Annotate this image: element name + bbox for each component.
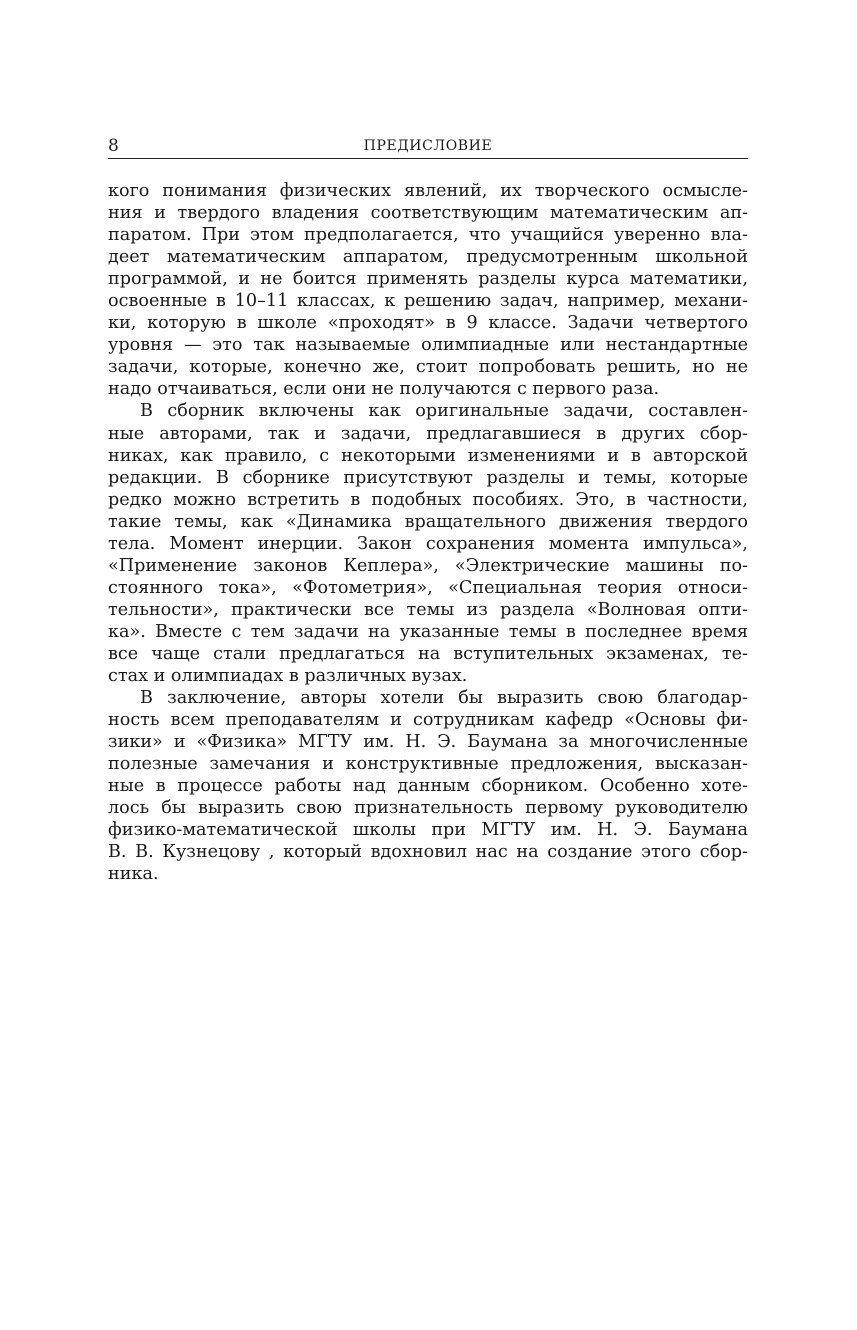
text-line: В. В. Кузнецову , который вдохновил нас на создание этого сбор-: [108, 842, 748, 863]
text-line: стоянного тока», «Фотометрия», «Специальная теория относи-: [108, 577, 748, 598]
text-line: ки, которую в школе «проходят» в 9 классе. Задачи четвертого: [108, 313, 748, 334]
text-line: задачи, которые, конечно же, стоит попробовать решить, но не: [108, 357, 748, 378]
text-line: ника.: [108, 864, 159, 885]
running-header: [108, 134, 748, 159]
text-line: тельности», практически все темы из раздела «Волновая опти-: [108, 599, 748, 620]
paragraph: [108, 180, 748, 400]
page-number: 8: [108, 136, 119, 156]
text-line: лось бы выразить свою признательность первому руководителю: [108, 798, 748, 819]
text-line: редакции. В сборнике присутствуют разделы и темы, которые: [108, 467, 748, 488]
text-line: ка». Вместе с тем задачи на указанные темы в последнее время: [108, 621, 748, 642]
paragraph: [108, 400, 748, 687]
text-line: никах, как правило, с некоторыми изменениями и в авторской: [108, 445, 748, 466]
text-line: ные в процессе работы над данным сборником. Особенно хоте-: [108, 776, 748, 797]
text-line: надо отчаиваться, если они не получаются с первого раза.: [108, 379, 660, 400]
text-line: такие темы, как «Динамика вращательного движения твердого: [108, 511, 748, 532]
text-line: паратом. При этом предполагается, что учащийся уверенно вла-: [108, 225, 748, 246]
text-line: ность всем преподавателям и сотрудникам кафедр «Основы фи-: [108, 710, 748, 731]
paragraph: [108, 687, 748, 885]
text-line: ные авторами, так и задачи, предлагавшиеся в других сбор-: [108, 423, 748, 444]
text-line: кого понимания физических явлений, их творческого осмысле-: [108, 181, 748, 201]
text-line: стах и олимпиадах в различных вузах.: [108, 666, 468, 687]
text-line: все чаще стали предлагаться на вступительных экзаменах, те-: [108, 643, 748, 664]
text-line: полезные замечания и конструктивные предложения, высказан-: [108, 754, 748, 775]
text-line: деет математическим аппаратом, предусмотренным школьной: [108, 247, 748, 268]
text-line: физико-математической школы при МГТУ им. Н. Э. Баумана: [108, 820, 748, 841]
text-line: редко можно встретить в подобных пособиях. Это, в частности,: [108, 489, 748, 510]
text-line: освоенные в 10–11 классах, к решению задач, например, механи-: [108, 291, 748, 312]
text-line: В сборник включены как оригинальные задачи, составлен-: [140, 401, 748, 422]
text-line: программой, и не боится применять разделы курса математики,: [108, 269, 748, 290]
running-title: ПРЕДИСЛОВИЕ: [363, 138, 493, 154]
text-line: зики» и «Физика» МГТУ им. Н. Э. Баумана за многочисленные: [108, 732, 748, 753]
text-line: тела. Момент инерции. Закон сохранения момента импульса»,: [108, 533, 748, 554]
text-line: ния и твердого владения соответствующим математическим ап-: [108, 203, 748, 224]
text-line: уровня — это так называемые олимпиадные или нестандартные: [108, 335, 748, 356]
text-line: В заключение, авторы хотели бы выразить свою благодар-: [140, 688, 748, 709]
text-line: «Применение законов Кеплера», «Электрические машины по-: [108, 555, 748, 576]
body-text: [108, 180, 748, 886]
